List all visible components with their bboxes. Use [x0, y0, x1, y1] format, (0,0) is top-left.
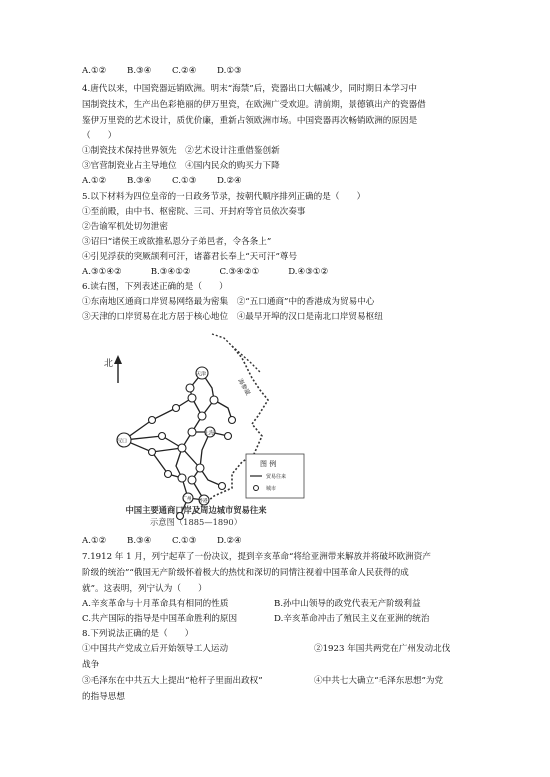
q6-option-d: D.②④ — [217, 536, 242, 546]
q6-option-a: A.①② — [82, 536, 107, 546]
q8-item-2-cont: 战争 — [82, 660, 100, 670]
city-node — [149, 417, 156, 424]
q5-item-3: ③诏曰“诸侯王或欲推私恩分子弟邑者，令各条上” — [82, 237, 272, 247]
q4-stem-line-1: 4.唐代以来，中国瓷器远销欧洲。明末“海禁”后，瓷器出口大幅减少，同时期日本学习中 — [82, 84, 417, 94]
legend-city-icon — [254, 486, 259, 491]
q3-option-d: D.①③ — [217, 66, 242, 76]
city-node — [165, 471, 172, 478]
q7-options-row-1 — [82, 599, 421, 610]
q4-options — [82, 176, 262, 187]
q6-option-b: B.③④ — [127, 536, 152, 546]
q7-stem-line-2: 阶级的统治”“俄国无产阶级怀着极大的热忱和深切的同情注视着中国革命人民获得的成 — [82, 568, 409, 578]
q7-option-d: D.辛亥革命冲击了殖民主义在亚洲的统治 — [274, 614, 430, 624]
map-cities — [117, 367, 236, 520]
q8-item-4: ④中共七大确立“毛泽东思想”为党 — [314, 676, 444, 686]
city-node — [229, 417, 236, 424]
q4-stem-line-3: 鉴伊万里瓷的艺术设计，质优价廉，重新占领欧洲市场。中国瓷器再次畅销欧洲的原因是 — [82, 116, 418, 126]
q6-item-row-1: ①东南地区通商口岸贸易网络最为密集 ②“五口通商”中的香港成为贸易中心 — [82, 297, 375, 307]
city-node — [186, 384, 194, 392]
q7-option-b: B.孙中山领导的政党代表无产阶级利益 — [274, 599, 421, 609]
city-label-tianjin: 天津 — [196, 371, 207, 378]
q8-item-4-cont: 的指导思想 — [82, 692, 125, 702]
city-label-hongkong: 香港 — [198, 499, 208, 504]
q6-stem: 6.读右图，下列表述正确的是（ ） — [82, 282, 228, 292]
coast-label: 海参崴 — [236, 377, 252, 397]
city-node — [178, 444, 186, 452]
map-caption-line-1: 中国主要通商口岸及周边城市贸易往来 — [125, 505, 267, 515]
city-node — [188, 476, 196, 484]
q4-option-b: B.③④ — [127, 176, 152, 186]
q7-stem-line-3: 就”。这表明，列宁认为（ ） — [82, 584, 207, 594]
q5-item-4: ④引见浮获的突厥颉利可汗，诸蕃君长奉上“天可汗”尊号 — [82, 252, 298, 262]
q6-option-c: C.①③ — [172, 536, 197, 546]
q7-option-a: A.辛亥革命与十月革命具有相同的性质 — [82, 599, 229, 609]
legend-trade-label: 贸易往来 — [266, 474, 287, 480]
north-arrow-icon — [114, 355, 122, 383]
q3-option-c: C.②④ — [172, 66, 197, 76]
q5-stem: 5.以下材料为四位皇帝的一日政务节录，按朝代顺序排列正确的是（ ） — [82, 192, 366, 202]
q4-stem-line-2: 国制瓷技术，生产出色彩艳丽的伊万里瓷，在欧洲广受欢迎。清前期，景德镇出产的瓷器借 — [82, 100, 426, 110]
q5-item-1: ①至前殿，由中书、枢密院、三司、开封府等官员依次奏事 — [82, 207, 306, 217]
map-legend — [246, 454, 304, 498]
city-node — [178, 474, 186, 482]
q5-option-b: B.③④①② — [150, 267, 191, 277]
q8-item-row-1 — [82, 644, 450, 655]
q4-option-d: D.②④ — [217, 176, 242, 186]
city-label-shanghai: 上海 — [204, 430, 215, 437]
city-node — [188, 394, 196, 402]
q6-options — [82, 536, 262, 547]
q8-item-2: ②1923 年国共两党在广州发动北伐 — [314, 644, 451, 654]
city-node — [173, 405, 180, 412]
legend-title: 图 例 — [260, 460, 277, 468]
q8-item-3: ③毛泽东在中共五大上提出“枪杆子里面出政权” — [82, 676, 263, 686]
q4-option-a: A.①② — [82, 176, 107, 186]
legend-city-label: 城市 — [266, 486, 277, 492]
q7-stem-line-1: 7.1912 年 1 月，列宁起草了一份决议，提到辛亥革命“将给亚洲带来解放并将破坏欧洲资产 — [82, 552, 431, 562]
q8-item-row-2 — [82, 676, 443, 687]
q6-item-row-2: ③天津的口岸贸易在北方居于核心地位 ④最早开埠的汉口是南北口岸贸易枢纽 — [82, 312, 383, 322]
city-node — [210, 396, 218, 404]
north-label: 北 — [104, 359, 114, 369]
city-node — [225, 433, 232, 440]
city-node — [149, 449, 156, 456]
q7-option-c: C.共产国际的指导是中国革命胜利的原因 — [82, 614, 238, 624]
q5-option-c: C.③④②① — [219, 267, 260, 277]
q5-options — [82, 267, 354, 278]
city-node — [188, 428, 196, 436]
q8-stem: 8.下列说法正确的是（ ） — [82, 629, 194, 639]
city-node — [219, 483, 226, 490]
city-label-hankou: 汉口 — [117, 438, 128, 445]
city-label-guangzhou: 广州 — [182, 497, 192, 502]
q4-option-c: C.①③ — [172, 176, 197, 186]
border-line — [212, 334, 260, 372]
map-caption-line-2: 示意图（1885—1890） — [149, 517, 242, 527]
city-node — [159, 433, 166, 440]
city-node — [198, 412, 206, 420]
q5-item-2: ②告谕军机处切勿泄密 — [82, 222, 168, 232]
q4-item-row-2: ③官营制瓷业占主导地位 ④国内民众的购买力下降 — [82, 161, 280, 171]
q4-stem-line-4: （ ） — [82, 131, 117, 141]
q4-item-row-1: ①制瓷技术保持世界领先 ②艺术设计注重借鉴创新 — [82, 146, 280, 156]
q3-option-b: B.③④ — [127, 66, 152, 76]
q3-option-a: A.①② — [82, 66, 107, 76]
q5-option-a: A.③①④② — [82, 267, 122, 277]
map-caption — [82, 504, 310, 528]
q8-item-1: ①中国共产党成立后开始领导工人运动 — [82, 644, 229, 654]
q3-options — [82, 66, 262, 77]
city-node — [196, 464, 204, 472]
trade-routes — [124, 373, 232, 516]
q7-options-row-2 — [82, 614, 429, 625]
q5-option-d: D.④③①② — [288, 267, 329, 277]
